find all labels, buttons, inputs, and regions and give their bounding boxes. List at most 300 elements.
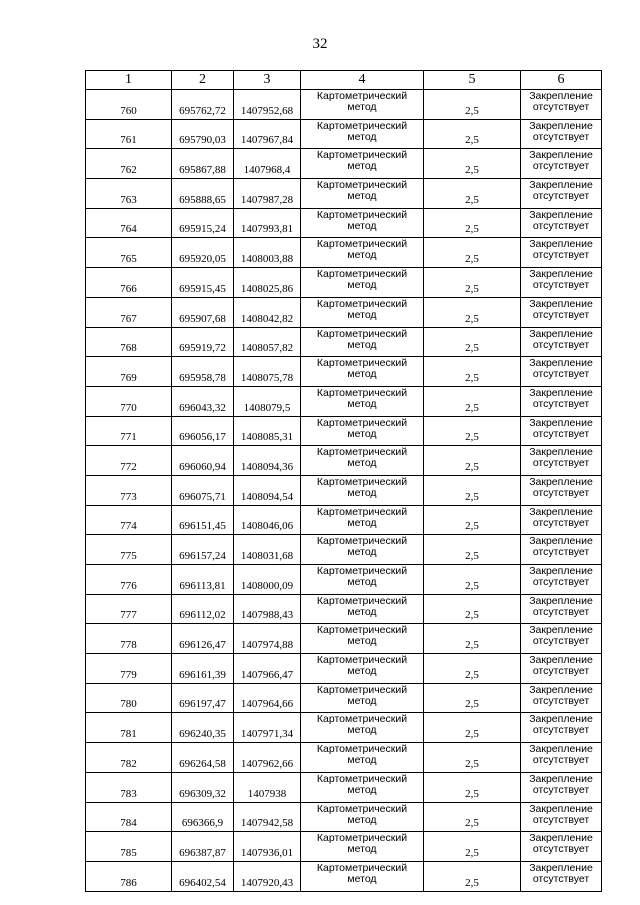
- y-coordinate-value: 1408046,06: [240, 520, 294, 533]
- method-cell: [301, 327, 424, 357]
- point-number-cell: [86, 475, 172, 505]
- y-coordinate-cell: [234, 624, 301, 654]
- method-cell: [301, 624, 424, 654]
- point-number-cell: [86, 772, 172, 802]
- x-coordinate-cell: [172, 565, 234, 595]
- point-number-value: 774: [120, 520, 137, 533]
- fixing-line-1: Закрепление: [529, 654, 593, 667]
- fixing-cell: [521, 416, 602, 446]
- y-coordinate-value: 1407993,81: [240, 223, 294, 236]
- fixing-line-2: отсутствует: [532, 219, 590, 232]
- method-line-1: Картометрический: [316, 90, 408, 102]
- accuracy-cell: [424, 327, 521, 357]
- method-line-1: Картометрический: [316, 654, 408, 667]
- y-coordinate-cell: [234, 683, 301, 713]
- x-coordinate-value: 696264,58: [179, 757, 226, 770]
- method-line-1: Картометрический: [316, 238, 408, 251]
- point-number-value: 766: [120, 282, 137, 295]
- x-coordinate-value: 695915,24: [179, 223, 226, 236]
- fixing-cell: [521, 386, 602, 416]
- x-coordinate-value: 696060,94: [179, 460, 226, 473]
- fixing-line-2: отсутствует: [532, 279, 590, 292]
- table-row: [86, 149, 602, 179]
- method-line-2: метод: [347, 605, 377, 618]
- method-cell: [301, 654, 424, 684]
- accuracy-value: 2,5: [465, 668, 479, 681]
- fixing-line-2: отсутствует: [532, 813, 590, 826]
- method-cell: [301, 772, 424, 802]
- x-coordinate-cell: [172, 713, 234, 743]
- x-coordinate-value: 696402,54: [179, 876, 226, 889]
- point-number-value: 765: [120, 253, 137, 266]
- x-coordinate-cell: [172, 743, 234, 773]
- accuracy-cell: [424, 654, 521, 684]
- x-coordinate-value: 695762,72: [179, 104, 226, 117]
- method-cell: [301, 861, 424, 891]
- accuracy-cell: [424, 802, 521, 832]
- y-coordinate-cell: [234, 357, 301, 387]
- accuracy-value: 2,5: [465, 698, 479, 711]
- fixing-line-2: отсутствует: [532, 160, 590, 173]
- fixing-line-1: Закрепление: [529, 683, 593, 696]
- x-coordinate-cell: [172, 446, 234, 476]
- fixing-line-1: Закрепление: [529, 179, 593, 192]
- method-cell: [301, 446, 424, 476]
- accuracy-cell: [424, 149, 521, 179]
- fixing-line-1: Закрепление: [529, 386, 593, 399]
- table-row: [86, 594, 602, 624]
- method-line-2: метод: [347, 160, 377, 173]
- table-row: [86, 505, 602, 535]
- x-coordinate-cell: [172, 268, 234, 298]
- method-cell: [301, 594, 424, 624]
- fixing-cell: [521, 624, 602, 654]
- method-line-2: метод: [347, 872, 377, 885]
- point-number-cell: [86, 416, 172, 446]
- method-line-2: метод: [347, 338, 377, 351]
- column-header-2: 2: [172, 71, 234, 90]
- x-coordinate-cell: [172, 327, 234, 357]
- fixing-line-2: отсутствует: [532, 665, 590, 678]
- accuracy-value: 2,5: [465, 460, 479, 473]
- y-coordinate-value: 1407968,4: [243, 164, 291, 177]
- y-coordinate-value: 1407920,43: [240, 876, 294, 889]
- accuracy-value: 2,5: [465, 728, 479, 741]
- method-cell: [301, 683, 424, 713]
- point-number-cell: [86, 594, 172, 624]
- method-line-2: метод: [347, 397, 377, 410]
- fixing-cell: [521, 446, 602, 476]
- accuracy-cell: [424, 416, 521, 446]
- method-cell: [301, 268, 424, 298]
- accuracy-value: 2,5: [465, 223, 479, 236]
- fixing-cell: [521, 208, 602, 238]
- x-coordinate-value: 696043,32: [179, 401, 226, 414]
- method-line-1: Картометрический: [316, 149, 408, 162]
- y-coordinate-cell: [234, 654, 301, 684]
- y-coordinate-value: 1408003,88: [240, 253, 294, 266]
- fixing-line-2: отсутствует: [532, 694, 590, 707]
- x-coordinate-cell: [172, 654, 234, 684]
- fixing-line-1: Закрепление: [529, 446, 593, 459]
- accuracy-value: 2,5: [465, 490, 479, 503]
- x-coordinate-cell: [172, 535, 234, 565]
- x-coordinate-cell: [172, 386, 234, 416]
- x-coordinate-cell: [172, 119, 234, 149]
- point-number-value: 775: [120, 550, 137, 562]
- method-line-1: Картометрический: [316, 386, 408, 399]
- y-coordinate-cell: [234, 772, 301, 802]
- method-line-2: метод: [347, 576, 377, 588]
- point-number-value: 769: [120, 371, 137, 384]
- method-line-2: метод: [347, 635, 377, 648]
- table-row: [86, 802, 602, 832]
- accuracy-cell: [424, 535, 521, 565]
- y-coordinate-cell: [234, 535, 301, 565]
- fixing-cell: [521, 357, 602, 387]
- y-coordinate-cell: [234, 149, 301, 179]
- x-coordinate-value: 696112,02: [179, 609, 226, 622]
- accuracy-cell: [424, 505, 521, 535]
- method-cell: [301, 416, 424, 446]
- fixing-line-1: Закрепление: [529, 772, 593, 785]
- x-coordinate-value: 696309,32: [179, 787, 226, 800]
- x-coordinate-cell: [172, 179, 234, 209]
- x-coordinate-cell: [172, 861, 234, 891]
- y-coordinate-value: 1408094,36: [240, 460, 294, 473]
- method-line-1: Картометрический: [316, 743, 408, 756]
- method-cell: [301, 119, 424, 149]
- fixing-line-2: отсутствует: [532, 457, 590, 470]
- accuracy-value: 2,5: [465, 520, 479, 533]
- y-coordinate-value: 1408025,86: [240, 282, 294, 295]
- fixing-line-2: отсутствует: [532, 427, 590, 440]
- y-coordinate-cell: [234, 505, 301, 535]
- fixing-cell: [521, 772, 602, 802]
- method-line-1: Картометрический: [316, 357, 408, 370]
- method-line-2: метод: [347, 516, 377, 529]
- y-coordinate-value: 1407987,28: [240, 193, 294, 206]
- accuracy-value: 2,5: [465, 757, 479, 770]
- x-coordinate-cell: [172, 683, 234, 713]
- accuracy-cell: [424, 713, 521, 743]
- fixing-line-2: отсутствует: [532, 843, 590, 856]
- point-number-cell: [86, 802, 172, 832]
- x-coordinate-cell: [172, 416, 234, 446]
- fixing-line-2: отсутствует: [532, 338, 590, 351]
- method-line-2: метод: [347, 724, 377, 737]
- y-coordinate-value: 1408057,82: [240, 342, 294, 355]
- accuracy-value: 2,5: [465, 639, 479, 652]
- y-coordinate-cell: [234, 416, 301, 446]
- fixing-line-2: отсутствует: [532, 635, 590, 648]
- method-line-2: метод: [347, 308, 377, 321]
- fixing-line-1: Закрепление: [529, 327, 593, 340]
- fixing-cell: [521, 861, 602, 891]
- fixing-line-1: Закрепление: [529, 861, 593, 874]
- table-row: [86, 327, 602, 357]
- fixing-cell: [521, 743, 602, 773]
- accuracy-value: 2,5: [465, 609, 479, 622]
- coordinates-table: [85, 70, 602, 892]
- method-cell: [301, 149, 424, 179]
- y-coordinate-value: 1408042,82: [240, 312, 294, 325]
- method-cell: [301, 386, 424, 416]
- fixing-line-2: отсутствует: [532, 397, 590, 410]
- x-coordinate-value: 696240,35: [179, 728, 226, 741]
- fixing-cell: [521, 297, 602, 327]
- method-line-2: метод: [347, 427, 377, 440]
- accuracy-cell: [424, 297, 521, 327]
- accuracy-value: 2,5: [465, 134, 479, 147]
- method-cell: [301, 90, 424, 120]
- x-coordinate-cell: [172, 594, 234, 624]
- x-coordinate-value: 695920,05: [179, 253, 226, 266]
- y-coordinate-cell: [234, 743, 301, 773]
- x-coordinate-value: 696113,81: [179, 579, 226, 592]
- method-cell: [301, 475, 424, 505]
- fixing-line-2: отсутствует: [532, 724, 590, 737]
- table-row: [86, 743, 602, 773]
- point-number-cell: [86, 238, 172, 268]
- accuracy-value: 2,5: [465, 342, 479, 355]
- method-line-2: метод: [347, 101, 377, 113]
- table-row: [86, 119, 602, 149]
- point-number-cell: [86, 179, 172, 209]
- method-cell: [301, 208, 424, 238]
- x-coordinate-value: 696197,47: [179, 698, 226, 711]
- method-line-1: Картометрический: [316, 446, 408, 459]
- point-number-value: 771: [120, 431, 137, 444]
- fixing-line-1: Закрепление: [529, 743, 593, 756]
- point-number-cell: [86, 90, 172, 120]
- table-row: [86, 535, 602, 565]
- fixing-line-2: отсутствует: [532, 576, 590, 588]
- point-number-cell: [86, 297, 172, 327]
- fixing-line-2: отсутствует: [532, 783, 590, 796]
- x-coordinate-cell: [172, 357, 234, 387]
- fixing-line-2: отсутствует: [532, 308, 590, 321]
- x-coordinate-cell: [172, 297, 234, 327]
- fixing-line-1: Закрепление: [529, 268, 593, 281]
- method-line-2: метод: [347, 130, 377, 143]
- x-coordinate-cell: [172, 832, 234, 862]
- fixing-cell: [521, 268, 602, 298]
- fixing-cell: [521, 149, 602, 179]
- table-row: [86, 713, 602, 743]
- fixing-line-1: Закрепление: [529, 208, 593, 221]
- method-line-1: Картометрический: [316, 565, 408, 577]
- point-number-value: 779: [120, 668, 137, 681]
- point-number-cell: [86, 624, 172, 654]
- y-coordinate-cell: [234, 386, 301, 416]
- fixing-line-1: Закрепление: [529, 565, 593, 577]
- fixing-line-2: отсутствует: [532, 486, 590, 499]
- y-coordinate-cell: [234, 446, 301, 476]
- y-coordinate-cell: [234, 119, 301, 149]
- method-line-1: Картометрический: [316, 327, 408, 340]
- fixing-line-1: Закрепление: [529, 832, 593, 845]
- accuracy-cell: [424, 179, 521, 209]
- fixing-line-2: отсутствует: [532, 546, 590, 559]
- x-coordinate-value: 696056,17: [179, 431, 226, 444]
- fixing-line-1: Закрепление: [529, 594, 593, 607]
- fixing-cell: [521, 683, 602, 713]
- method-line-1: Картометрический: [316, 535, 408, 548]
- y-coordinate-value: 1407974,88: [240, 639, 294, 652]
- accuracy-value: 2,5: [465, 104, 479, 117]
- y-coordinate-cell: [234, 208, 301, 238]
- y-coordinate-value: 1407964,66: [240, 698, 294, 711]
- fixing-line-2: отсутствует: [532, 249, 590, 262]
- table-row: [86, 208, 602, 238]
- point-number-cell: [86, 149, 172, 179]
- method-line-1: Картометрический: [316, 802, 408, 815]
- x-coordinate-value: 696161,39: [179, 668, 226, 681]
- accuracy-cell: [424, 683, 521, 713]
- y-coordinate-value: 1407938: [247, 787, 287, 800]
- accuracy-value: 2,5: [465, 401, 479, 414]
- method-cell: [301, 713, 424, 743]
- x-coordinate-value: 695958,78: [179, 371, 226, 384]
- accuracy-cell: [424, 832, 521, 862]
- table-row: [86, 297, 602, 327]
- method-cell: [301, 179, 424, 209]
- accuracy-cell: [424, 475, 521, 505]
- fixing-line-2: отсутствует: [532, 101, 590, 113]
- method-line-1: Картометрический: [316, 772, 408, 785]
- method-line-2: метод: [347, 813, 377, 826]
- fixing-cell: [521, 654, 602, 684]
- method-line-2: метод: [347, 219, 377, 232]
- fixing-cell: [521, 802, 602, 832]
- y-coordinate-value: 1407942,58: [240, 817, 294, 830]
- method-line-1: Картометрический: [316, 416, 408, 429]
- point-number-value: 781: [120, 728, 137, 741]
- accuracy-cell: [424, 565, 521, 595]
- method-line-2: метод: [347, 665, 377, 678]
- method-line-1: Картометрический: [316, 475, 408, 488]
- y-coordinate-cell: [234, 713, 301, 743]
- fixing-cell: [521, 90, 602, 120]
- accuracy-cell: [424, 268, 521, 298]
- y-coordinate-cell: [234, 565, 301, 595]
- table-row: [86, 386, 602, 416]
- accuracy-value: 2,5: [465, 193, 479, 206]
- method-line-2: метод: [347, 486, 377, 499]
- table-row: [86, 416, 602, 446]
- accuracy-value: 2,5: [465, 787, 479, 800]
- column-header-6: 6: [521, 71, 602, 90]
- point-number-value: 778: [120, 639, 137, 652]
- y-coordinate-value: 1407971,34: [240, 728, 294, 741]
- fixing-cell: [521, 119, 602, 149]
- table-row: [86, 654, 602, 684]
- point-number-cell: [86, 119, 172, 149]
- method-line-2: метод: [347, 457, 377, 470]
- fixing-line-1: Закрепление: [529, 119, 593, 132]
- point-number-value: 786: [120, 876, 137, 889]
- point-number-value: 784: [120, 817, 137, 830]
- method-line-1: Картометрический: [316, 119, 408, 132]
- x-coordinate-cell: [172, 772, 234, 802]
- accuracy-value: 2,5: [465, 253, 479, 266]
- x-coordinate-value: 696387,87: [179, 846, 226, 859]
- fixing-line-2: отсутствует: [532, 130, 590, 143]
- fixing-line-1: Закрепление: [529, 713, 593, 726]
- accuracy-value: 2,5: [465, 817, 479, 830]
- method-cell: [301, 238, 424, 268]
- accuracy-cell: [424, 624, 521, 654]
- method-cell: [301, 357, 424, 387]
- table-row: [86, 772, 602, 802]
- point-number-value: 785: [120, 846, 137, 859]
- method-cell: [301, 832, 424, 862]
- fixing-line-2: отсутствует: [532, 605, 590, 618]
- method-cell: [301, 535, 424, 565]
- y-coordinate-value: 1407962,66: [240, 757, 294, 770]
- point-number-value: 770: [120, 401, 137, 414]
- point-number-value: 760: [120, 104, 137, 117]
- table-row: [86, 357, 602, 387]
- point-number-value: 777: [120, 609, 137, 622]
- accuracy-cell: [424, 357, 521, 387]
- x-coordinate-value: 696366,9: [181, 817, 224, 830]
- accuracy-value: 2,5: [465, 164, 479, 177]
- point-number-value: 783: [120, 787, 137, 800]
- table-row: [86, 624, 602, 654]
- method-line-1: Картометрический: [316, 832, 408, 845]
- fixing-cell: [521, 594, 602, 624]
- x-coordinate-value: 696151,45: [179, 520, 226, 533]
- accuracy-cell: [424, 861, 521, 891]
- point-number-cell: [86, 565, 172, 595]
- accuracy-value: 2,5: [465, 312, 479, 325]
- table-row: [86, 565, 602, 595]
- method-line-2: метод: [347, 368, 377, 381]
- point-number-value: 782: [120, 757, 137, 770]
- x-coordinate-cell: [172, 208, 234, 238]
- y-coordinate-value: 1407966,47: [240, 668, 294, 681]
- point-number-value: 763: [120, 193, 137, 206]
- fixing-line-2: отсутствует: [532, 190, 590, 203]
- fixing-cell: [521, 327, 602, 357]
- method-line-1: Картометрический: [316, 683, 408, 696]
- y-coordinate-cell: [234, 327, 301, 357]
- fixing-line-1: Закрепление: [529, 357, 593, 370]
- fixing-line-2: отсутствует: [532, 872, 590, 885]
- y-coordinate-cell: [234, 90, 301, 120]
- point-number-cell: [86, 861, 172, 891]
- fixing-cell: [521, 179, 602, 209]
- point-number-cell: [86, 357, 172, 387]
- method-line-2: метод: [347, 694, 377, 707]
- point-number-value: 776: [120, 579, 137, 592]
- y-coordinate-cell: [234, 238, 301, 268]
- point-number-value: 772: [120, 460, 137, 473]
- point-number-cell: [86, 446, 172, 476]
- point-number-value: 780: [120, 698, 137, 711]
- point-number-cell: [86, 386, 172, 416]
- y-coordinate-cell: [234, 475, 301, 505]
- method-line-1: Картометрический: [316, 505, 408, 518]
- accuracy-cell: [424, 90, 521, 120]
- fixing-line-1: Закрепление: [529, 149, 593, 162]
- method-cell: [301, 743, 424, 773]
- table-row: [86, 683, 602, 713]
- point-number-value: 761: [120, 134, 137, 147]
- fixing-line-2: отсутствует: [532, 368, 590, 381]
